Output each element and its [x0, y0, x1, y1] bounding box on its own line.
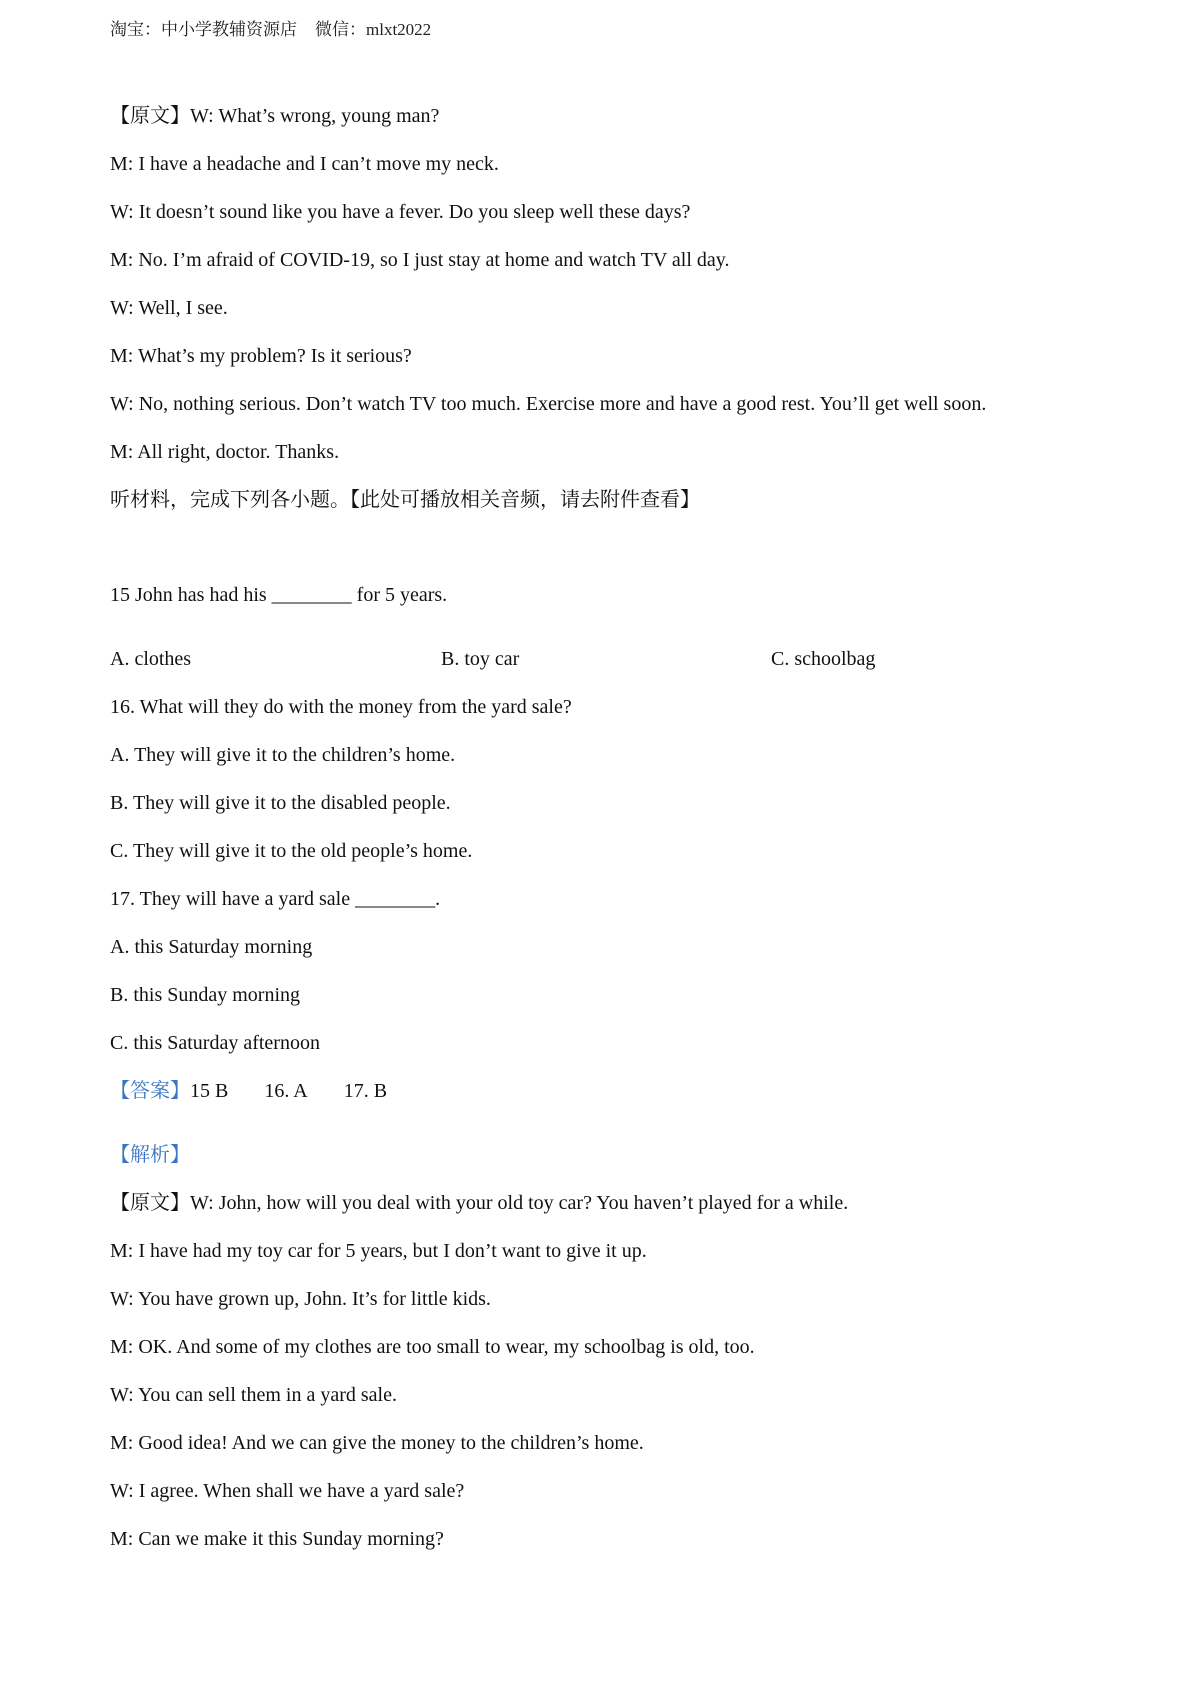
transcript2-line: W: You have grown up, John. It’s for little kids.	[110, 1288, 491, 1310]
analysis-label: 【解析】	[110, 1144, 190, 1166]
transcript1-line: M: No. I’m afraid of COVID-19, so I just stay at home and watch TV all day.	[110, 249, 730, 271]
answer-15: 15 B	[190, 1080, 229, 1102]
transcript2-line: M: Good idea! And we can give the money to the children’s home.	[110, 1432, 644, 1454]
transcript2-line: M: OK. And some of my clothes are too small to wear, my schoolbag is old, too.	[110, 1336, 755, 1358]
transcript2-line: W: I agree. When shall we have a yard sale?	[110, 1480, 465, 1502]
question-16-stem: 16. What will they do with the money from the yard sale?	[110, 696, 572, 718]
answer-16: 16. A	[264, 1080, 308, 1102]
question-15-option-b: B. toy car	[441, 648, 520, 670]
question-16-option-c: C. They will give it to the old people’s home.	[110, 840, 473, 862]
answer-line	[110, 1076, 387, 1106]
transcript1-line: M: I have a headache and I can’t move my neck.	[110, 153, 499, 175]
transcript2-line: 【原文】W: John, how will you deal with your old toy car? You haven’t played for a while.	[110, 1192, 849, 1214]
question-16-option-b: B. They will give it to the disabled people.	[110, 792, 451, 814]
question-17-stem: 17. They will have a yard sale ________.	[110, 888, 441, 910]
question-17-option-c: C. this Saturday afternoon	[110, 1032, 320, 1054]
transcript1-line: M: What’s my problem? Is it serious?	[110, 345, 412, 367]
answer-17: 17. B	[343, 1080, 388, 1102]
transcript1-line: M: All right, doctor. Thanks.	[110, 441, 340, 463]
transcript2-line: M: I have had my toy car for 5 years, but I don’t want to give it up.	[110, 1240, 647, 1262]
header-shop: 淘宝：中小学教辅资源店	[110, 20, 297, 39]
question-16-option-a: A. They will give it to the children’s home.	[110, 744, 456, 766]
page-header	[110, 17, 431, 43]
question-15-option-c: C. schoolbag	[771, 648, 876, 670]
transcript2-line: W: You can sell them in a yard sale.	[110, 1384, 397, 1406]
transcript1-line: W: No, nothing serious. Don’t watch TV too much. Exercise more and have a good rest. You’ll get well soon.	[110, 393, 987, 415]
transcript1-line: W: Well, I see.	[110, 297, 228, 319]
transcript2-line: M: Can we make it this Sunday morning?	[110, 1528, 444, 1550]
instruction-text: 听材料，完成下列各小题。【此处可播放相关音频，请去附件查看】	[110, 489, 700, 511]
question-17-option-b: B. this Sunday morning	[110, 984, 301, 1006]
header-wechat: 微信：mlxt2022	[315, 20, 432, 39]
transcript1-line: W: It doesn’t sound like you have a fever. Do you sleep well these days?	[110, 201, 691, 223]
transcript1-line: 【原文】W: What’s wrong, young man?	[110, 105, 440, 127]
question-15-option-a: A. clothes	[110, 648, 192, 670]
question-15-stem: 15 John has had his ________ for 5 years.	[110, 584, 448, 606]
question-17-option-a: A. this Saturday morning	[110, 936, 313, 958]
answer-label: 【答案】	[110, 1080, 190, 1102]
